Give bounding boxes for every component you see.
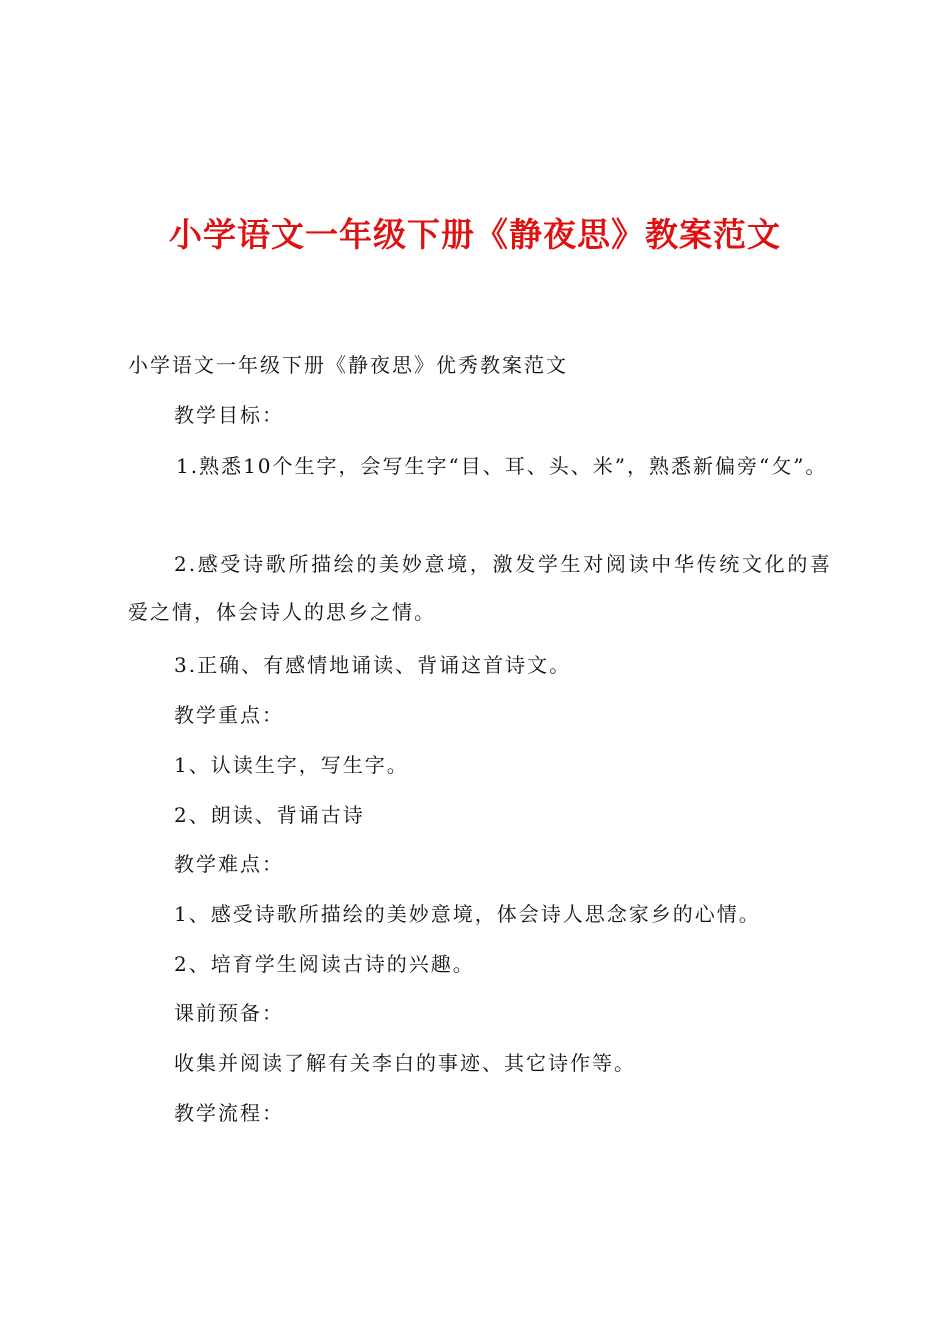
section-heading-preparation: 课前预备： bbox=[174, 1001, 284, 1025]
difficulty-item-1: 1、感受诗歌所描绘的美妙意境，体会诗人思念家乡的心情。 bbox=[174, 902, 761, 926]
document-title: 小学语文一年级下册《静夜思》教案范文 bbox=[169, 215, 781, 254]
document-subtitle: 小学语文一年级下册《静夜思》优秀教案范文 bbox=[128, 353, 568, 377]
objective-item-3: 3.正确、有感情地诵读、背诵这首诗文。 bbox=[174, 653, 572, 677]
section-heading-key-points: 教学重点： bbox=[174, 703, 284, 727]
preparation-item: 收集并阅读了解有关李白的事迹、其它诗作等。 bbox=[174, 1051, 636, 1075]
section-heading-objectives: 教学目标： bbox=[174, 403, 284, 427]
key-point-item-1: 1、认读生字，写生字。 bbox=[174, 753, 409, 777]
objective-item-1: 1.熟悉10个生字，会写生字“目、耳、头、米”，熟悉新偏旁“攵”。 bbox=[176, 454, 828, 478]
section-heading-difficulties: 教学难点： bbox=[174, 852, 284, 876]
difficulty-item-2: 2、培育学生阅读古诗的兴趣。 bbox=[174, 952, 475, 976]
key-point-item-2: 2、朗读、背诵古诗 bbox=[174, 803, 365, 827]
section-heading-procedure: 教学流程： bbox=[174, 1101, 284, 1125]
objective-item-2: 2.感受诗歌所描绘的美妙意境，激发学生对阅读中华传统文化的喜爱之情，体会诗人的思乡之情。 bbox=[128, 552, 832, 624]
